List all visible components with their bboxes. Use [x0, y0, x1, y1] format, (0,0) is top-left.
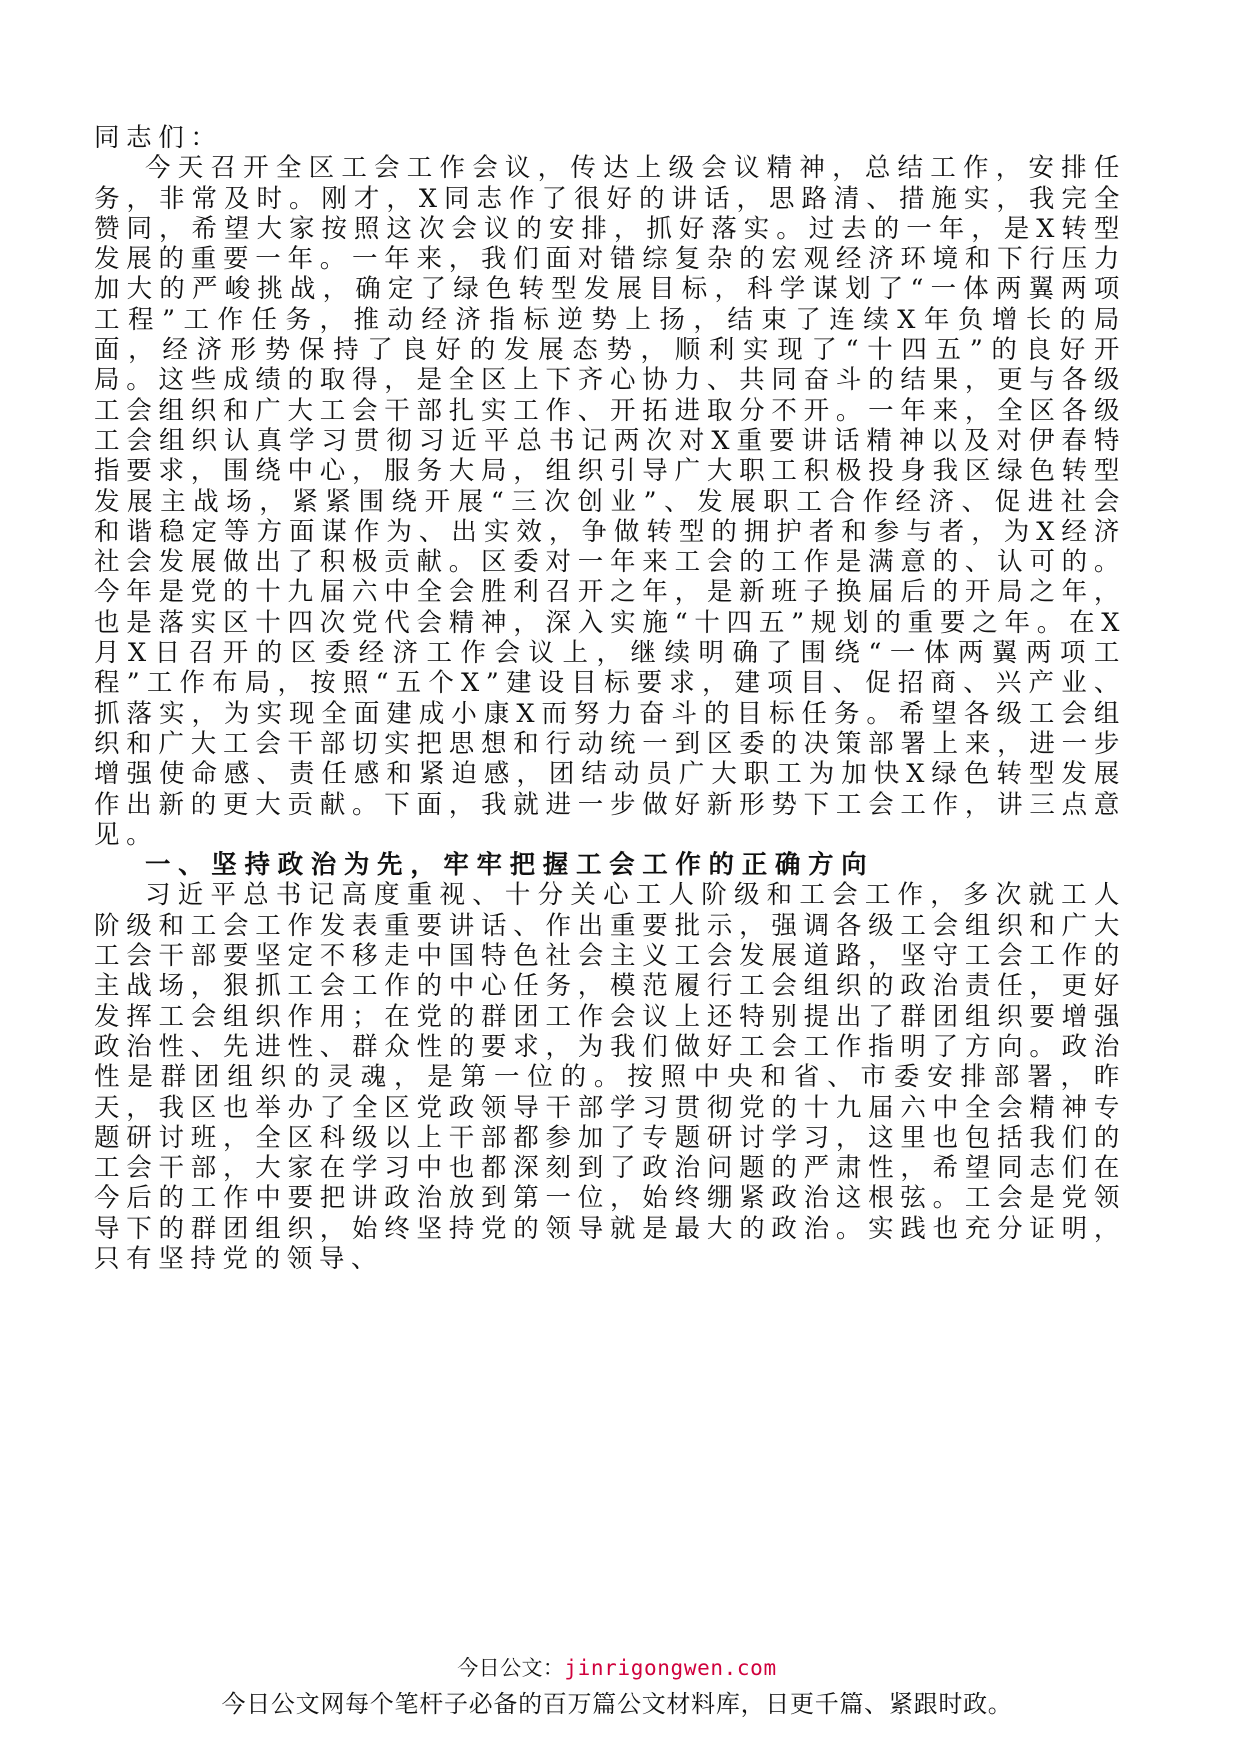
footer-site-link[interactable]: jinrigongwen.com — [564, 1656, 777, 1680]
footer-slogan: 今日公文网每个笔杆子必备的百万篇公文材料库，日更千篇、紧跟时政。 — [221, 1690, 1013, 1718]
footer-source — [0, 1652, 1234, 1682]
document-body — [94, 123, 1126, 1274]
section-heading: 一、坚持政治为先，牢牢把握工会工作的正确方向 — [145, 850, 875, 881]
footer-label: 今日公文： — [457, 1656, 565, 1680]
salutation: 同志们： — [94, 123, 223, 153]
opening-paragraph: 今天召开全区工会工作会议，传达上级会议精神，总结工作，安排任务，非常及时。刚才，X同志作了很好的讲话，思路清、措施实，我完全赞同，希望大家按照这次会议的安排，抓好落实。过去的一年，是X转型发展的重要一年。一年来，我们面对错综复杂的宏观经济环境和下行压力加大的严峻挑战，确定了绿色转型发展目标，科学谋划了“一体两翼两项工程”工作任务，推动经济指标逆势上扬，结束了连续X年负增长的局面，经济形势保持了良好的发展态势，顺利实现了“十四五”的良好开局。这些成绩的取得，是全区上下齐心协力、共同奋斗的结果，更与各级工会组织和广大工会干部扎实工作、开拓进取分不开。一年来，全区各级工会组织认真学习贯彻习近平总书记两次对X重要讲话精神以及对伊春特指要求，围绕中心，服务大局，组织引导广大职工积极投身我区绿色转型发展主战场，紧紧围绕开展“三次创业”、发展职工合作经济、促进社会和谐稳定等方面谋作为、出实效，争做转型的拥护者和参与者，为X经济社会发展做出了积极贡献。区委对一年来工会的工作是满意的、认可的。今年是党的十九届六中全会胜利召开之年，是新班子换届后的开局之年，也是落实区十四次党代会精神，深入实施“十四五”规划的重要之年。在X月X日召开的区委经济工作会议上，继续明确了围绕“一体两翼两项工程”工作布局，按照“五个X”建设目标要求，建项目、促招商、兴产业、抓落实，为实现全面建成小康X而努力奋斗的目标任务。希望各级工会组织和广大工会干部切实把思想和行动统一到区委的决策部署上来，进一步增强使命感、责任感和紧迫感，团结动员广大职工为加快X绿色转型发展作出新的更大贡献。下面，我就进一步做好新形势下工会工作，讲三点意见。 — [94, 153, 1126, 850]
section-paragraph: 习近平总书记高度重视、十分关心工人阶级和工会工作，多次就工人阶级和工会工作发表重要讲话、作出重要批示，强调各级工会组织和广大工会干部要坚定不移走中国特色社会主义工会发展道路，坚守工会工作的主战场，狠抓工会工作的中心任务，模范履行工会组织的政治责任，更好发挥工会组织作用；在党的群团工作会议上还特别提出了群团组织要增强政治性、先进性、群众性的要求，为我们做好工会工作指明了方向。政治性是群团组织的灵魂，是第一位的。按照中央和省、市委安排部署，昨天，我区也举办了全区党政领导干部学习贯彻党的十九届六中全会精神专题研讨班，全区科级以上干部都参加了专题研讨学习，这里也包括我们的工会干部，大家在学习中也都深刻到了政治问题的严肃性，希望同志们在今后的工作中要把讲政治放到第一位，始终绷紧政治这根弦。工会是党领导下的群团组织，始终坚持党的领导就是最大的政治。实践也充分证明，只有坚持党的领导、 — [94, 880, 1126, 1274]
